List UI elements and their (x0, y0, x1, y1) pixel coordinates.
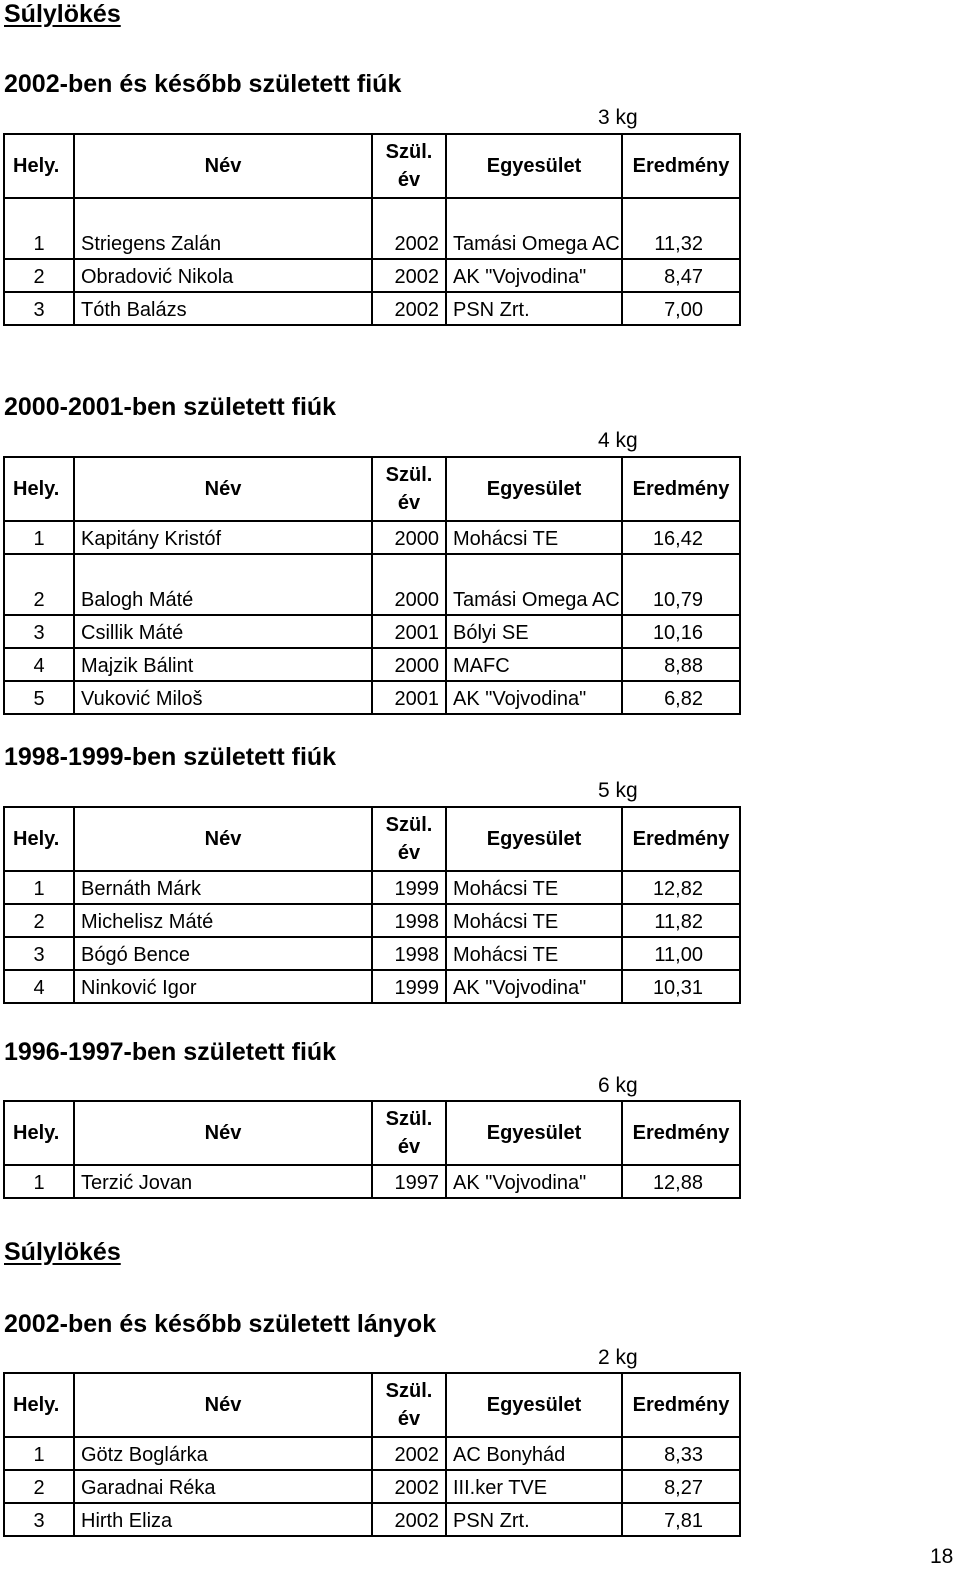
header-birth-year-line1: Szül. (385, 1380, 433, 1402)
cell-result: 12,82 (622, 871, 740, 904)
cell-year: 1999 (372, 970, 446, 1003)
cell-club: AC Bonyhád (446, 1437, 622, 1470)
cell-place: 3 (4, 615, 74, 648)
cell-result: 8,27 (622, 1470, 740, 1503)
header-result: Eredmény (622, 457, 740, 521)
cell-year: 1998 (372, 937, 446, 970)
header-club: Egyesület (446, 457, 622, 521)
cell-name: Csillik Máté (74, 615, 372, 648)
header-name: Név (74, 807, 372, 871)
cell-year: 2002 (372, 292, 446, 325)
cell-place: 4 (4, 648, 74, 681)
cell-place: 1 (4, 1437, 74, 1470)
cell-club: PSN Zrt. (446, 1503, 622, 1536)
table-row (4, 648, 740, 681)
cell-year: 2002 (372, 1437, 446, 1470)
table-row (4, 615, 740, 648)
results-table (3, 1372, 741, 1537)
table-row (4, 1437, 740, 1470)
category-title: 1998-1999-ben született fiúk (4, 743, 337, 771)
header-result: Eredmény (622, 807, 740, 871)
header-club: Egyesület (446, 134, 622, 198)
cell-place: 1 (4, 1165, 74, 1198)
implement-weight: 6 kg (598, 1074, 638, 1097)
cell-club: AK "Vojvodina" (446, 259, 622, 292)
cell-name: Obradović Nikola (74, 259, 372, 292)
header-birth-year-line2: év (397, 1136, 421, 1158)
cell-club: Tamási Omega AC (446, 554, 622, 615)
table-row (4, 1503, 740, 1536)
cell-result: 7,00 (622, 292, 740, 325)
cell-club: AK "Vojvodina" (446, 970, 622, 1003)
cell-result: 11,00 (622, 937, 740, 970)
cell-result: 16,42 (622, 521, 740, 554)
cell-club: Tamási Omega AC (446, 198, 622, 259)
cell-name: Tóth Balázs (74, 292, 372, 325)
cell-result: 8,33 (622, 1437, 740, 1470)
cell-club: AK "Vojvodina" (446, 681, 622, 714)
header-name: Név (74, 457, 372, 521)
table-row (4, 521, 740, 554)
cell-club: MAFC (446, 648, 622, 681)
cell-name: Balogh Máté (74, 554, 372, 615)
cell-name: Kapitány Kristóf (74, 521, 372, 554)
header-birth-year-line2: év (397, 492, 421, 514)
cell-result: 8,88 (622, 648, 740, 681)
table-row (4, 681, 740, 714)
cell-year: 1999 (372, 871, 446, 904)
table-row (4, 1165, 740, 1198)
cell-year: 2000 (372, 521, 446, 554)
cell-result: 10,79 (622, 554, 740, 615)
cell-name: Hirth Eliza (74, 1503, 372, 1536)
table-row (4, 198, 740, 259)
table-header-row (4, 457, 740, 521)
category-title: 2002-ben és később született lányok (4, 1310, 437, 1338)
cell-year: 2000 (372, 554, 446, 615)
results-table (3, 456, 741, 715)
cell-club: AK "Vojvodina" (446, 1165, 622, 1198)
cell-club: III.ker TVE (446, 1470, 622, 1503)
cell-name: Bógó Bence (74, 937, 372, 970)
header-club: Egyesület (446, 807, 622, 871)
cell-name: Garadnai Réka (74, 1470, 372, 1503)
header-birth-year-line1: Szül. (385, 141, 433, 163)
cell-result: 8,47 (622, 259, 740, 292)
table-header-row (4, 134, 740, 198)
header-result: Eredmény (622, 134, 740, 198)
cell-result: 12,88 (622, 1165, 740, 1198)
table-row (4, 871, 740, 904)
cell-place: 1 (4, 871, 74, 904)
cell-name: Götz Boglárka (74, 1437, 372, 1470)
implement-weight: 5 kg (598, 779, 638, 802)
header-club: Egyesület (446, 1373, 622, 1437)
cell-place: 2 (4, 1470, 74, 1503)
cell-place: 2 (4, 904, 74, 937)
cell-place: 1 (4, 198, 74, 259)
header-birth-year-line2: év (397, 842, 421, 864)
cell-place: 2 (4, 259, 74, 292)
table-header-row (4, 807, 740, 871)
header-birth-year-line2: év (397, 1408, 421, 1430)
cell-year: 2001 (372, 615, 446, 648)
cell-club: Mohácsi TE (446, 904, 622, 937)
cell-place: 3 (4, 292, 74, 325)
header-place: Hely. (4, 1101, 74, 1165)
table-row (4, 1470, 740, 1503)
cell-club: Bólyi SE (446, 615, 622, 648)
header-birth-year (372, 457, 446, 521)
cell-year: 2002 (372, 1470, 446, 1503)
implement-weight: 2 kg (598, 1346, 638, 1369)
header-birth-year (372, 1373, 446, 1437)
header-birth-year-line1: Szül. (385, 464, 433, 486)
cell-name: Terzić Jovan (74, 1165, 372, 1198)
header-place: Hely. (4, 807, 74, 871)
cell-place: 5 (4, 681, 74, 714)
sport-title: Súlylökés (4, 1238, 121, 1266)
cell-place: 3 (4, 937, 74, 970)
cell-year: 1997 (372, 1165, 446, 1198)
cell-year: 2000 (372, 648, 446, 681)
table-row (4, 292, 740, 325)
cell-name: Michelisz Máté (74, 904, 372, 937)
results-table (3, 133, 741, 326)
header-name: Név (74, 1373, 372, 1437)
header-birth-year (372, 1101, 446, 1165)
header-result: Eredmény (622, 1101, 740, 1165)
header-name: Név (74, 1101, 372, 1165)
cell-result: 7,81 (622, 1503, 740, 1536)
cell-name: Striegens Zalán (74, 198, 372, 259)
category-title: 2002-ben és később született fiúk (4, 70, 402, 98)
cell-name: Bernáth Márk (74, 871, 372, 904)
cell-result: 10,16 (622, 615, 740, 648)
cell-club: Mohácsi TE (446, 937, 622, 970)
table-row (4, 937, 740, 970)
category-title: 1996-1997-ben született fiúk (4, 1038, 337, 1066)
cell-year: 2002 (372, 1503, 446, 1536)
table-row (4, 904, 740, 937)
cell-result: 11,82 (622, 904, 740, 937)
cell-year: 2002 (372, 198, 446, 259)
cell-name: Ninković Igor (74, 970, 372, 1003)
cell-place: 1 (4, 521, 74, 554)
cell-year: 2002 (372, 259, 446, 292)
cell-result: 6,82 (622, 681, 740, 714)
cell-name: Majzik Bálint (74, 648, 372, 681)
table-header-row (4, 1101, 740, 1165)
implement-weight: 3 kg (598, 106, 638, 129)
cell-place: 4 (4, 970, 74, 1003)
header-club: Egyesület (446, 1101, 622, 1165)
results-table (3, 806, 741, 1004)
page-number: 18 (930, 1545, 954, 1568)
header-birth-year-line1: Szül. (385, 814, 433, 836)
cell-club: Mohácsi TE (446, 871, 622, 904)
header-result: Eredmény (622, 1373, 740, 1437)
cell-club: PSN Zrt. (446, 292, 622, 325)
cell-result: 10,31 (622, 970, 740, 1003)
sport-title: Súlylökés (4, 0, 121, 28)
cell-club: Mohácsi TE (446, 521, 622, 554)
header-birth-year-line1: Szül. (385, 1108, 433, 1130)
cell-year: 1998 (372, 904, 446, 937)
header-birth-year-line2: év (397, 169, 421, 191)
header-place: Hely. (4, 1373, 74, 1437)
table-row (4, 259, 740, 292)
table-header-row (4, 1373, 740, 1437)
results-table (3, 1100, 741, 1199)
table-row (4, 970, 740, 1003)
table-row (4, 554, 740, 615)
cell-place: 2 (4, 554, 74, 615)
cell-year: 2001 (372, 681, 446, 714)
implement-weight: 4 kg (598, 429, 638, 452)
cell-result: 11,32 (622, 198, 740, 259)
header-birth-year (372, 134, 446, 198)
header-birth-year (372, 807, 446, 871)
header-place: Hely. (4, 134, 74, 198)
cell-place: 3 (4, 1503, 74, 1536)
cell-name: Vuković Miloš (74, 681, 372, 714)
header-place: Hely. (4, 457, 74, 521)
header-name: Név (74, 134, 372, 198)
category-title: 2000-2001-ben született fiúk (4, 393, 337, 421)
